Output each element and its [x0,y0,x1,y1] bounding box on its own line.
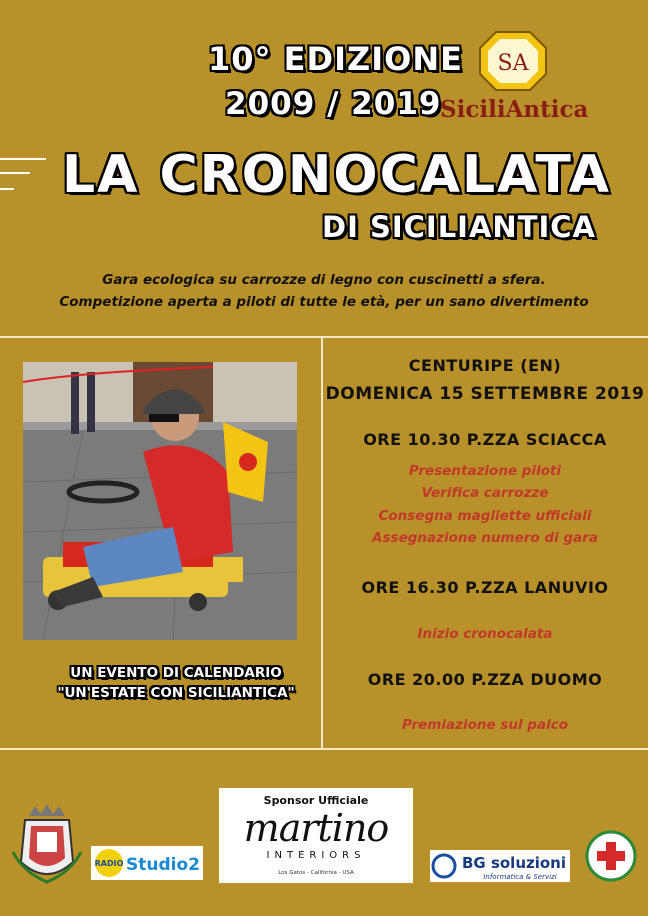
event-title: LA CRONOCALATA [62,145,612,205]
brand-name: SiciliAntica [440,96,589,123]
logo-monogram: SA [497,51,529,76]
schedule-time: ORE 20.00 P.ZZA DUOMO [367,670,603,689]
calendar-callout [48,663,304,703]
official-sponsor [219,788,413,883]
radio-label: RADIO [94,859,124,868]
schedule-item: Verifica carrozze [421,485,549,501]
bg-name: BG soluzioni [461,854,567,872]
callout-line: UN EVENTO DI CALENDARIO [70,665,282,681]
bg-soluzioni-logo [430,850,570,882]
event-subtitle: DI SICILIANTICA [322,210,596,244]
sponsor-label: Sponsor Ufficiale [263,794,369,807]
event-date: DOMENICA 15 SETTEMBRE 2019 [325,384,645,404]
radio-logo-icon [91,846,203,880]
divider [0,748,648,750]
radio-logo [91,846,203,880]
description-line: Competizione aperta a piloti di tutte le età, per un sano divertimento [59,294,589,310]
sponsor-name: martino [243,806,389,850]
schedule-item: Assegnazione numero di gara [372,530,598,546]
schedule-time: ORE 10.30 P.ZZA SCIACCA [363,430,607,449]
schedule-item: Premiazione sul palco [402,717,568,733]
bg-sub: Informatica & Servizi [483,873,557,881]
sponsor-sub: INTERIORS [266,850,366,861]
schedule-item: Inizio cronocalata [417,626,553,642]
description-line: Gara ecologica su carrozze di legno con cuscinetti a sfera. [102,272,546,288]
callout-line: "UN'ESTATE CON SICILIANTICA" [57,685,295,701]
edition-line: 10° EDIZIONE [208,40,463,78]
edition-years: 2009 / 2019 [225,86,442,122]
schedule-time: ORE 16.30 P.ZZA LANUVIO [361,578,609,597]
divider [0,336,648,338]
decorative-lines [0,158,46,196]
radio-name: Studio2 [126,855,200,875]
event-place: CENTURIPE (EN) [408,356,562,375]
town-crest-icon [11,802,83,888]
racer-photo [23,362,297,640]
sponsor-location: Los Gatos - California - USA [278,870,354,876]
association-cross-icon [585,830,637,882]
bg-logo-icon [430,850,570,882]
schedule-item: Consegna magliette ufficiali [378,508,592,524]
schedule-item: Presentazione piloti [408,463,562,479]
siciliantica-logo-icon [478,30,548,92]
